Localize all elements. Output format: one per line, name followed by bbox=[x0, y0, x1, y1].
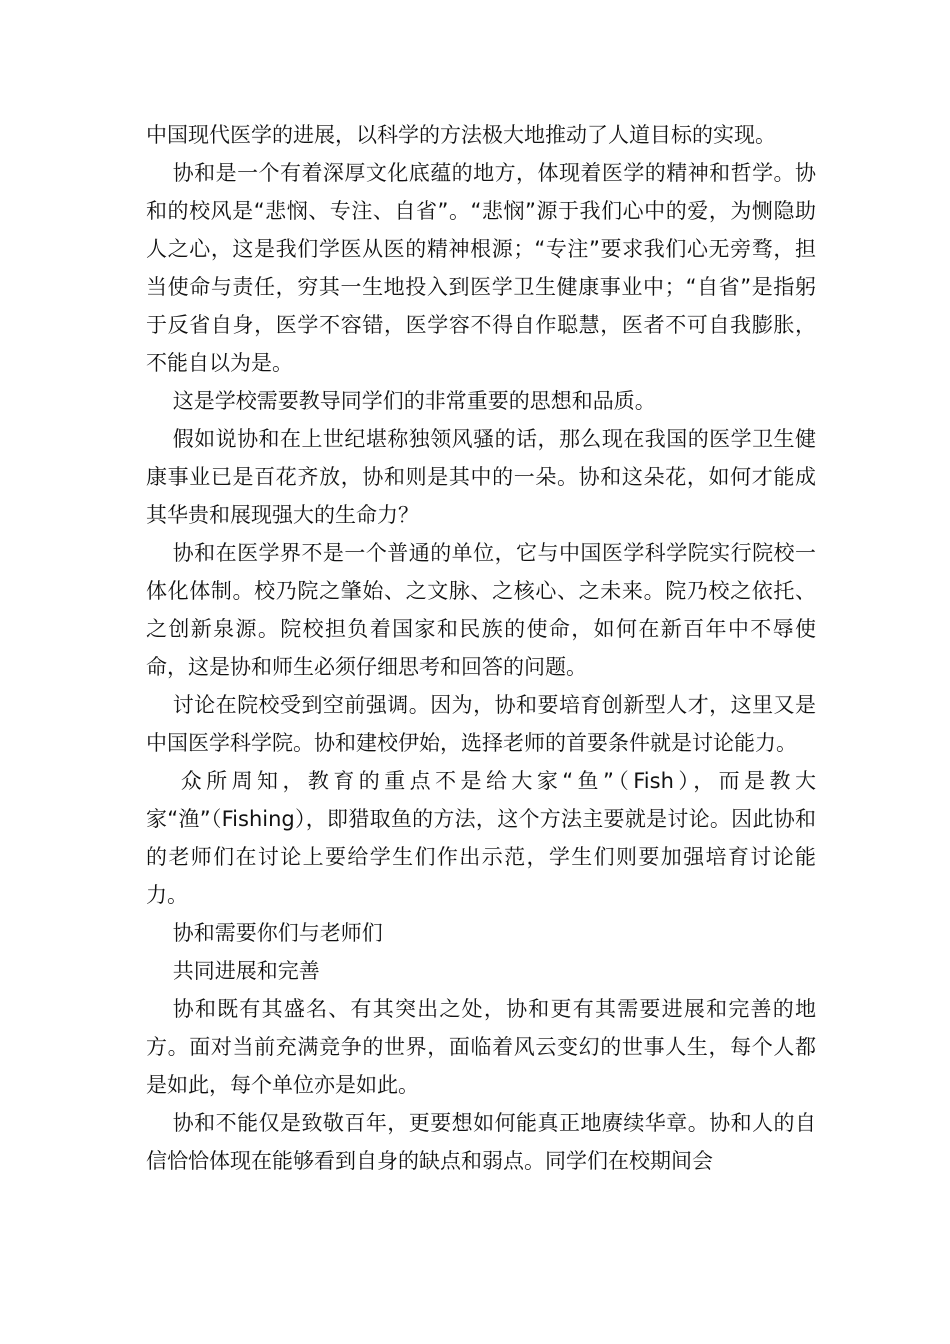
paragraph: 中国现代医学的进展，以科学的方法极大地推动了人道目标的实现。 bbox=[146, 123, 776, 147]
paragraph: 这是学校需要教导同学们的非常重要的思想和品质。 bbox=[172, 389, 656, 413]
paragraph: 讨论在院校受到空前强调。因为，协和要培育创新型人才，这里又是中国医学科学院。协和建校伊始，选择老师的首要条件就是讨论能力。 bbox=[146, 693, 816, 755]
document-body bbox=[146, 116, 816, 1180]
section-heading: 共同进展和完善 bbox=[172, 959, 320, 983]
paragraph: 协和在医学界不是一个普通的单位，它与中国医学科学院实行院校一体化体制。校乃院之肇始、之文脉、之核心、之未来。院乃校之依托、之创新泉源。院校担负着国家和民族的使命，如何在新百年中不辱使命，这是协和师生必须仔细思考和回答的问题。 bbox=[146, 541, 816, 679]
section-heading: 协和需要你们与老师们 bbox=[172, 921, 383, 945]
paragraph: 众所周知，教育的重点不是给大家“鱼”（Fish），而是教大家“渔”（Fishing），即猎取鱼的方法，这个方法主要就是讨论。因此协和的老师们在讨论上要给学生们作出示范，学生们则要加强培育讨论能力。 bbox=[146, 769, 816, 907]
paragraph: 协和不能仅是致敬百年，更要想如何能真正地赓续华章。协和人的自信恰恰体现在能够看到自身的缺点和弱点。同学们在校期间会 bbox=[146, 1111, 816, 1173]
paragraph: 协和既有其盛名、有其突出之处，协和更有其需要进展和完善的地方。面对当前充满竞争的世界，面临着风云变幻的世事人生，每个人都是如此，每个单位亦是如此。 bbox=[146, 997, 816, 1097]
paragraph: 假如说协和在上世纪堪称独领风骚的话，那么现在我国的医学卫生健康事业已是百花齐放，协和则是其中的一朵。协和这朵花，如何才能成其华贵和展现强大的生命力？ bbox=[146, 427, 816, 527]
paragraph: 协和是一个有着深厚文化底蕴的地方，体现着医学的精神和哲学。协和的校风是“悲悯、专注、自省”。“悲悯”源于我们心中的爱，为恻隐助人之心，这是我们学医从医的精神根源；“专注”要求我们心无旁骛，担当使命与责任，穷其一生地投入到医学卫生健康事业中；“自省”是指躬于反省自身，医学不容错，医学容不得自作聪慧，医者不可自我膨胀，不能自以为是。 bbox=[146, 161, 816, 375]
